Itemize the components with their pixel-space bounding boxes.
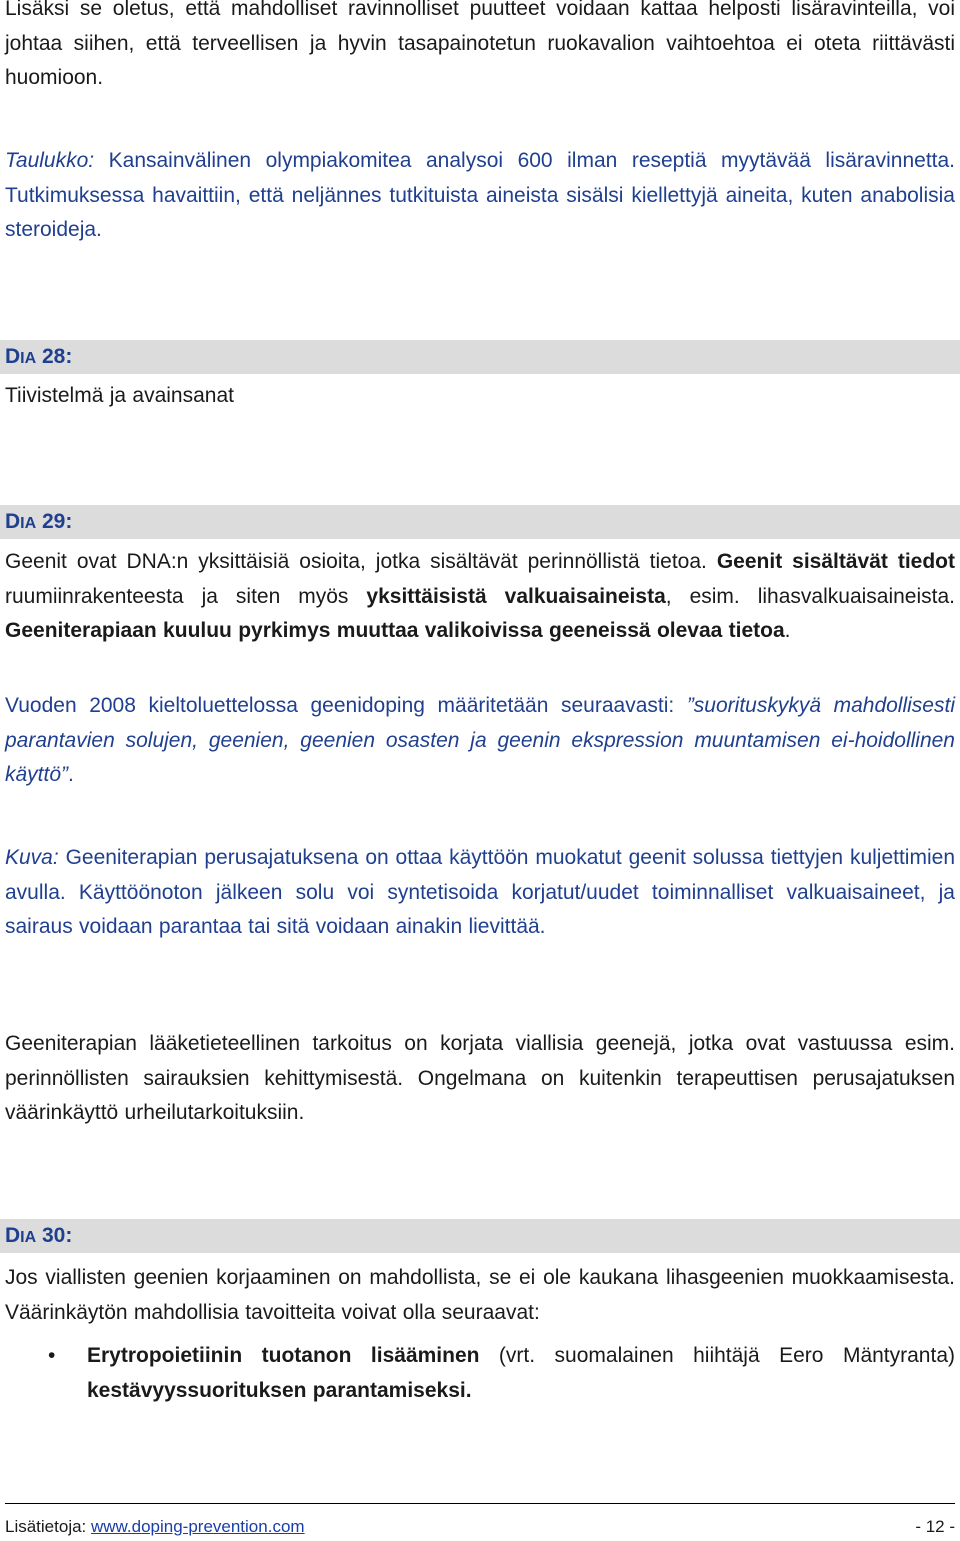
slide-28-heading — [0, 340, 960, 374]
slide-29-heading — [0, 505, 960, 539]
figure-caption-paragraph: Kuva: Geeniterapian perusajatuksena on ottaa käyttöön muokatut geenit solussa tiettyjen kuljettimien avulla. Käyttöönoton jälkeen solu voi syntetisoida korjatut/uudet toiminnalliset valkuaisaineet, ja sairaus voidaan parantaa tai sitä voidaan ainakin lievittää. — [5, 846, 955, 938]
intro-paragraph: Lisäksi se oletus, että mahdolliset ravinnolliset puutteet voidaan kattaa helposti lisäravinteilla, voi johtaa siihen, että terveellisen ja hyvin tasapainotetun ruokavalion vaihtoehtoa ei oteta riittävästi huomioon. — [5, 0, 955, 89]
table-caption-label: Taulukko: — [5, 149, 95, 172]
footer-divider — [5, 1503, 955, 1504]
table-caption-text: Kansainvälinen olympiakomitea analysoi 600 ilman reseptiä myytävää lisäravinnetta. — [94, 149, 955, 172]
slide-29-body: Geenit ovat DNA:n yksittäisiä osioita, jotka sisältävät perinnöllistä tietoa. Geenit sisältävät tiedot ruumiinrakenteesta ja siten myös yksittäisistä valkuaisaineista, esim. lihasvalkuaisaineista. Geeniterapiaan kuuluu pyrkimys muuttaa valikoivissa geeneissä olevaa tietoa. — [5, 550, 956, 642]
doping-definition-paragraph: Vuoden 2008 kieltoluettelossa geenidoping määritetään seuraavasti: ”suorituskykyä mahdollisesti parantavien solujen, geenien, geenien osasten ja geenin ekspression muuntamisen ei-hoidollinen käyttö”. — [5, 694, 955, 786]
bullet-item: Erytropoietiinin tuotanon lisääminen (vrt. suomalainen hiihtäjä Eero Mäntyranta) kestävyyssuorituksen parantamiseksi. — [87, 1344, 955, 1402]
table-caption-paragraph — [5, 144, 955, 248]
gene-therapy-purpose-paragraph: Geeniterapian lääketieteellinen tarkoitus on korjata viallisia geenejä, jotka ovat vastuussa esim. perinnöllisten sairauksien kehittymisestä. Ongelmana on kuitenkin terapeuttisen perusajatuksen väärinkäyttö urheilutarkoituksiin. — [5, 1032, 955, 1124]
figure-caption-label: Kuva: — [5, 846, 59, 869]
page-number: - 12 - — [915, 1517, 955, 1536]
slide-30-heading — [0, 1219, 960, 1253]
slide-30-label: DIA 30: — [5, 1224, 73, 1247]
slide-30-body: Jos viallisten geenien korjaaminen on mahdollista, se ei ole kaukana lihasgeenien muokkaamisesta. Väärinkäytön mahdollisia tavoitteita voivat olla seuraavat: — [5, 1266, 955, 1324]
footer-label: Lisätietoja: — [5, 1517, 91, 1536]
slide-28-label: DIA 28: — [5, 345, 73, 368]
footer — [5, 1515, 955, 1539]
bullet-icon: • — [48, 1344, 56, 1367]
table-caption-text-2: Tutkimuksessa havaittiin, että neljännes tutkituista aineista sisälsi kiellettyjä aineita, kuten anabolisia steroideja. — [5, 183, 955, 241]
slide-28-body: Tiivistelmä ja avainsanat — [5, 384, 234, 407]
footer-link[interactable]: www.doping-prevention.com — [91, 1517, 305, 1536]
slide-29-label: DIA 29: — [5, 510, 73, 533]
